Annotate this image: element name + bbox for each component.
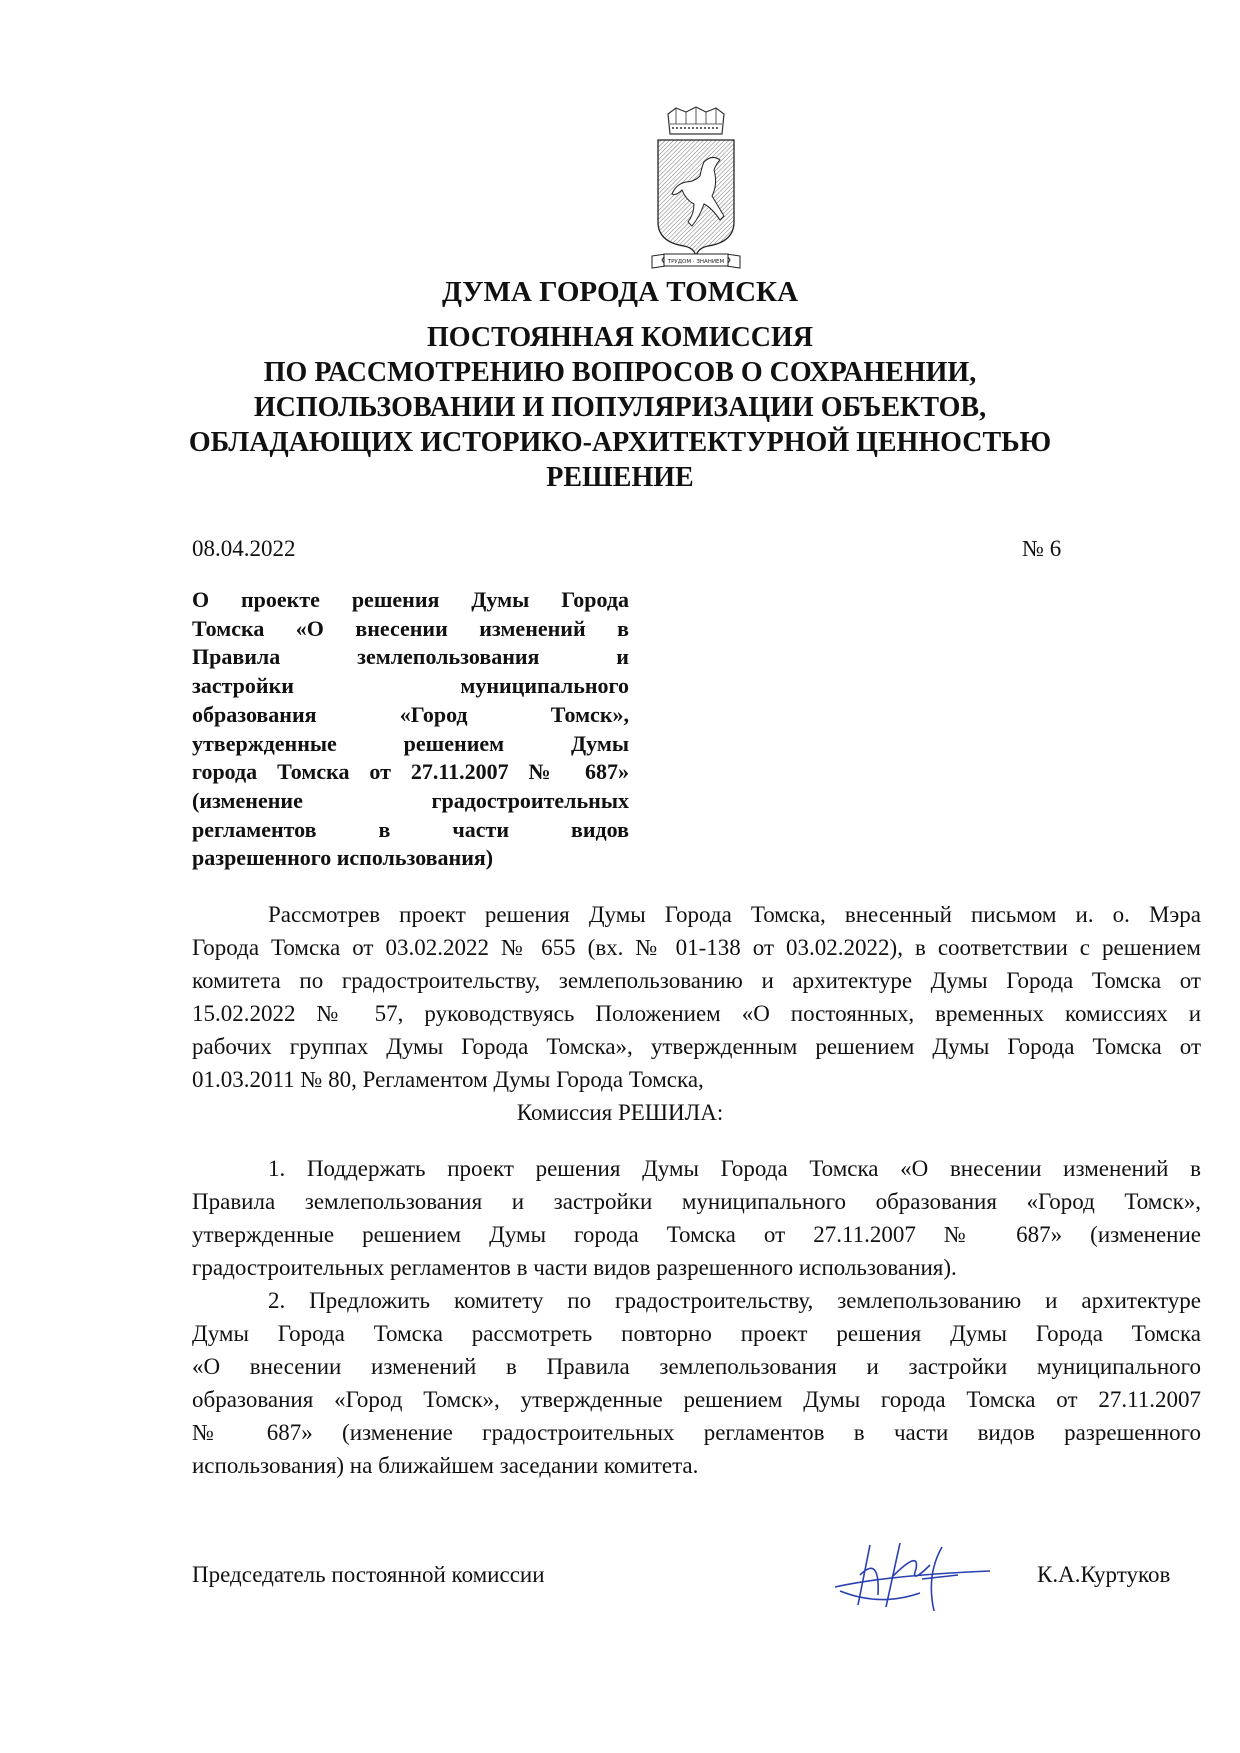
text-line: рабочих группах Думы Города Томска», утвержденным решением Думы Города Томска от xyxy=(192,1034,1201,1059)
crown-icon xyxy=(668,107,724,134)
subject-line: города Томска от 27.11.2007 № 687» xyxy=(192,759,629,785)
document-date: 08.04.2022 xyxy=(192,536,296,561)
text-line: 2. Предложить комитету по градостроительству, землепользованию и архитектуре xyxy=(268,1288,1201,1313)
intro-paragraph xyxy=(192,898,1201,1096)
text-line: Думы Города Томска рассмотреть повторно проект решения Думы Города Томска xyxy=(192,1321,1201,1346)
text-line: Правила землепользования и застройки муниципального образования «Город Томск», xyxy=(192,1189,1201,1214)
subject-line: регламентов в части видов xyxy=(192,816,629,842)
subject-line: застройки муниципального xyxy=(192,673,629,699)
handwritten-signature xyxy=(830,1535,1000,1615)
text-line: № 687» (изменение градостроительных регламентов в части видов разрешенного xyxy=(192,1420,1201,1445)
signatory-position: Председатель постоянной комиссии xyxy=(192,1562,545,1587)
text-line: использования) на ближайшем заседании комитета. xyxy=(192,1453,699,1478)
text-line: образования «Город Томск», утвержденные решением Думы города Томска от 27.11.2007 xyxy=(192,1387,1201,1412)
resolution-item-1 xyxy=(192,1152,1201,1284)
text-line: 1. Поддержать проект решения Думы Города Томска «О внесении изменений в xyxy=(268,1156,1201,1181)
subject-line: Томска «О внесении изменений в xyxy=(192,615,629,641)
tomsk-coat-of-arms-emblem xyxy=(646,104,746,276)
resolution-heading: Комиссия РЕШИЛА: xyxy=(516,1100,724,1125)
ribbon-motto xyxy=(652,254,740,268)
heading-line: ИСПОЛЬЗОВАНИИ И ПОПУЛЯРИЗАЦИИ ОБЪЕКТОВ, xyxy=(253,392,987,423)
subject-line: (изменение градостроительных xyxy=(192,787,629,813)
text-line: 15.02.2022 № 57, руководствуясь Положением «О постоянных, временных комиссиях и xyxy=(192,1001,1201,1026)
heading-line: ПО РАССМОТРЕНИЮ ВОПРОСОВ О СОХРАНЕНИИ, xyxy=(263,357,977,388)
resolution-item-2 xyxy=(192,1284,1201,1482)
text-line: утвержденные решением Думы города Томска от 27.11.2007 № 687» (изменение xyxy=(192,1222,1201,1247)
subject-line: Правила землепользования и xyxy=(192,644,629,670)
text-line: 01.03.2011 № 80, Регламентом Думы Города Томска, xyxy=(192,1067,704,1092)
subject-line: утвержденные решением Думы xyxy=(192,730,629,756)
commission-heading xyxy=(0,320,1240,495)
heading-line: ОБЛАДАЮЩИХ ИСТОРИКО-АРХИТЕКТУРНОЙ ЦЕННОСТЬЮ xyxy=(188,427,1052,458)
text-line: комитета по градостроительству, землепользованию и архитектуре Думы Города Томска от xyxy=(192,968,1201,993)
organization-name: ДУМА ГОРОДА ТОМСКА xyxy=(441,276,799,308)
text-line: градостроительных регламентов в части видов разрешенного использования). xyxy=(192,1255,957,1280)
text-line: «О внесении изменений в Правила землепользования и застройки муниципального xyxy=(192,1354,1201,1379)
subject-line: разрешенного использования) xyxy=(192,845,494,871)
document-type-title: РЕШЕНИЕ xyxy=(546,462,694,493)
text-line: Рассмотрев проект решения Думы Города Томска, внесенный письмом и. о. Мэра xyxy=(268,902,1201,927)
svg-text:ТРУДОМ · ЗНАНИЕМ: ТРУДОМ · ЗНАНИЕМ xyxy=(667,259,725,265)
heading-line: ПОСТОЯННАЯ КОМИССИЯ xyxy=(426,322,814,353)
text-line: Города Томска от 03.02.2022 № 655 (вх. № 01-138 от 03.02.2022), в соответствии с решением xyxy=(192,935,1201,960)
signatory-name: К.А.Куртуков xyxy=(1037,1562,1171,1587)
subject-line: образования «Город Томск», xyxy=(192,701,629,727)
subject-line: О проекте решения Думы Города xyxy=(192,587,629,612)
document-subject xyxy=(192,586,629,873)
document-number: № 6 xyxy=(1022,536,1062,561)
